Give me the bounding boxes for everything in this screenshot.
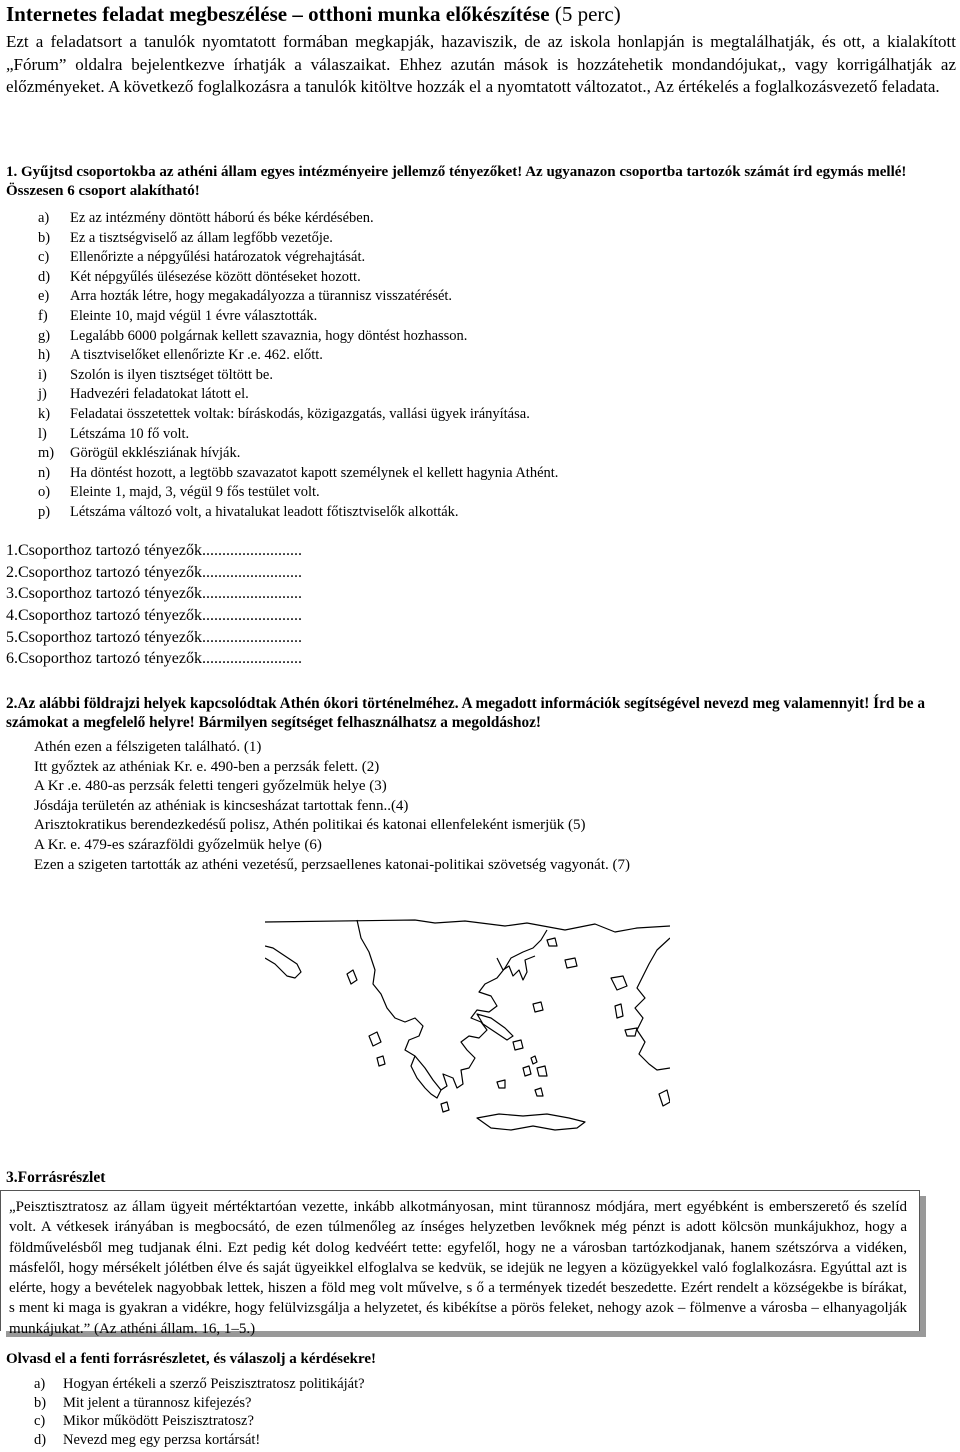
group-answer-line[interactable]: 6.Csoporthoz tartozó tényezők......................... [6,650,302,668]
group-answer-line[interactable]: 2.Csoporthoz tartozó tényezők......................... [6,563,302,581]
map-paros [523,1066,531,1076]
map-thasos [547,938,557,946]
map-greek-mainland [357,920,547,1090]
map-chalkidiki [497,956,535,980]
list-item: A Kr. e. 479-es szárazföldi győzelmük helye (6) [34,836,322,853]
list-item: Arisztokratikus berendezkedésű polisz, Athén politikai és katonai ellenfeleként ismerjük (5) [34,817,586,834]
list-item: Jósdája területén az athéniak is kincsesházat tartottak fenn..(4) [34,797,409,814]
map-lesbos [611,976,627,990]
map-chios [615,1004,623,1018]
map-melos [497,1080,505,1088]
task2-heading: 2.Az alábbi földrajzi helyek kapcsolódtak Athén ókori történelméhez. A megadott információk segítségével nevezd meg valamennyit! Írd be a számokat a megfelelő helyre! Bármilyen segítséget felhasználhatsz a megoldáshoz! [6,695,926,731]
map-andros [513,1040,523,1050]
map-thera [535,1088,543,1096]
task1-group-lines [6,540,302,670]
group-answer-line[interactable]: 1.Csoporthoz tartozó tényezők......................... [6,542,302,559]
map-peloponnese [411,1056,441,1098]
map-samos [625,1028,637,1036]
task3-heading: 3.Forrásrészlet [6,1169,106,1186]
map-delos [531,1056,537,1064]
map-zakynthos [377,1056,385,1066]
map-italy-coast [265,946,301,978]
group-answer-line[interactable]: 4.Csoporthoz tartozó tényezők......................... [6,607,302,625]
map-kefalonia [369,1032,381,1046]
list-item: Athén ezen a félszigeten található. (1) [34,739,262,755]
worksheet-page: Internetes feladat megbeszélése – otthoni munka előkészítése (5 perc) Ezt a feladatsort a tanulók nyomtatott formában megkapják, hazaviszik, de az iskola honlapján is megtalálhatják, és ott, a kialakított „Fórum” oldalra bejelentkezve írhatják a válaszaikat. Ehhez azután mások is hozzátehetik mondandójukat,, vagy korrigálhatják az előzményeket. A következő foglalkozásra a tanulók kitöltve hozzák el a nyomtatott változatot., Az értékelés a foglalkozásvezető feladata. 1. Gyűjtsd csoportokba az athéni állam egyes intézményeire jellemző tényezőket! Az ugyanazon csoportba tartozók számát írd egymás mellé! Összesen 6 csoport alakítható! a) Ez az intézmény döntött háború és béke kérdésében. b) Ez a tisztségviselő az állam legfőbb vezetője. c) Ellenőrizte a népgyűlési határozatok végrehajtását. d) Két népgyűlés ülésezése között döntéseket hozott. e) Arra hozták létre, hogy megakadályozza a türannisz visszatérését. f) Eleinte 10, majd végül 1 évre választották. g) Legalább 6000 polgárnak kellett szavaznia, hogy döntést hozhasson. h) A tisztviselőket ellenőrizte Kr .e. 462. előtt. i) Szolón is ilyen tisztséget töltött be. j) Hadvezéri feladatokat látott el. k) Feladatai összetettek voltak: bíráskodás, közigazgatás, vallási ügyek irányítása. l) Létszáma 10 fő volt. m) Görögül ekklésziának hívják. n) Ha döntést hozott, a legtöbb szavazatot kapott személynek el kellett hagynia Athént. o) Eleinte 1, majd, 3, végül 9 fős testület volt. p) Létszáma változó volt, a hivatalukat leadott főtisztviselők alkották. 1.Csoporthoz tartozó tényezők......................... 2.Csoporthoz tartozó tényezők......................... 3.Csoporthoz tartozó tényezők......................... 4.Csoporthoz tartozó tényezők......................... 5.Csoporthoz tartozó tényezők......................... 6.Csoporthoz tartozó tényezők......................... 2.Az alábbi földrajzi helyek kapcsolódtak Athén ókori történelméhez. A megadott információk segítségével nevezd meg valamennyit! Írd be a számokat a megfelelő helyre! Bármilyen segítséget felhasználhatsz a megoldáshoz! Athén ezen a félszigeten található. (1) Itt győztek az athéniak Kr. e. 490-ben a perzsák felett. (2) A Kr .e. 480-as perzsák feletti tengeri győzelmük helye (3) Jósdája területén az athéniak is kincsesházat tartottak fenn..(4) Arisztokratikus berendezkedésű polisz, Athén politikai és katonai ellenfeleként ismerjük (5) A Kr. e. 479-es szárazföldi győzelmük helye (6) Ezen a szigeten tartották az athéni vezetésű, perzsaellenes katonai-politikai szövetség vagyonát. (7) 3.Forrásrészlet „Peisztisztratosz az állam ügyeit mértéktartóan vezette, inkább alkotmányosan, mint türannosz módjára, mert egyébként is emberszerető és szelíd volt. A vétkesek irányában is megbocsátó, de ezen túlmenőleg az ínséges helyzetben levőknek még pénzt is adott kölcsön munkájukhoz, hogy a földművelésből meg tudjanak élni. Ezt pedig két dolog kedvéért tette: egyfelől, hogy ne a városban tartózkodjanak, hanem szétszórva a vidéken, másfelől, hogy mérsékelt jólétben élve és saját ügyeikkel elfoglalva se kedvük, se idejük ne legyen a közügyekkel való foglalkozásra. Egyúttal azt is elérte, hogy a bevételek nagyobbak lettek, hiszen a föld meg volt művelve, s ő a termények tizedét beszedette. Ezért rendelt a községekbe is bírákat, s ment ki maga is gyakran a vidékre, hogy felülvizsgálja a helyzetet, és kibékítse a pörös feleket, nehogy azok – fölmenve a városba – elhanyagolják munkájukat.” (Az athéni állam. 16, 1–5.) Olvasd el a fenti forrásrészletet, és válaszolj a kérdésekre! a) Hogyan értékeli a szerző Peiszisztratosz politikáját? b) Mit jelent a türannosz kifejezés? c) Mikor működött Peiszisztratosz? d) Nevezd meg egy perzsa kortársát! [0,0,960,1452]
source-excerpt-box: „Peisztisztratosz az állam ügyeit mértéktartóan vezette, inkább alkotmányosan, mint türannosz módjára, mert egyébként is emberszerető és szelíd volt. A vétkesek irányában is megbocsátó, de ezen túlmenőleg az ínséges helyzetben levőknek még pénzt is adott kölcsön munkájukhoz, hogy a földművelésből meg tudjanak élni. Ezt pedig két dolog kedvéért tette: egyfelől, hogy ne a városban tartózkodjanak, hanem szétszórva a vidéken, másfelől, hogy mérsékelt jólétben élve és saját ügyeikkel elfoglalva se kedvük, se idejük ne legyen a közügyekkel való foglalkozásra. Egyúttal azt is elérte, hogy a bevételek nagyobbak lettek, hiszen a föld meg volt művelve, s ő a termények tizedét beszedette. Ezért rendelt a községekbe is bírákat, s ment ki maga is gyakran a vidékre, hogy felülvizsgálja a helyzetet, és kibékítse a pörös feleket, nehogy azok – fölmenve a városba – elhanyagolják munkájukat.” (Az athéni állam. 16, 1–5.) [0,1190,920,1331]
greece-outline-map [265,918,670,1143]
task3-instruction: Olvasd el a fenti forrásrészletet, és válaszolj a kérdésekre! [6,1351,377,1367]
list-item: Ezen a szigeten tartották az athéni vezetésű, perzsaellenes katonai-politikai szövetség vagyonát. (7) [34,856,630,873]
page-title [6,2,621,27]
map-asia-minor-coast [635,938,670,1070]
group-answer-line[interactable]: 3.Csoporthoz tartozó tényezők......................... [6,585,302,603]
title-duration: (5 perc) [549,2,621,26]
map-crete [477,1114,585,1130]
task1-heading: 1. Gyűjtsd csoportokba az athéni állam egyes intézményeire jellemző tényezőket! Az ugyanazon csoportba tartozók számát írd egymás mellé! Összesen 6 csoport alakítható! [6,164,907,199]
intro-paragraph: Ezt a feladatsort a tanulók nyomtatott formában megkapják, hazaviszik, de az iskola honlapján is megtalálhatják, és ott, a kialakított „Fórum” oldalra bejelentkezve írhatják a válaszaikat. Ehhez azután mások is hozzátehetik mondandójukat,, vagy korrigálhatják az előzményeket. A következő foglalkozásra a tanulók kitöltve hozzák el a nyomtatott változatot., Az értékelés a foglalkozásvezető feladata. [6,32,956,97]
map-kythera [441,1102,449,1112]
map-rhodes [659,1090,670,1106]
map-lemnos [565,958,577,968]
task2-places [34,738,630,875]
map-euboea [477,1014,513,1040]
map-north-coast [265,920,670,932]
title-bold: Internetes feladat megbeszélése – otthoni munka előkészítése [6,2,550,26]
map-corfu [347,970,357,984]
map-naxos [537,1066,547,1076]
group-answer-line[interactable]: 5.Csoporthoz tartozó tényezők......................... [6,628,302,646]
list-item: A Kr .e. 480-as perzsák feletti tengeri győzelmük helye (3) [34,778,387,795]
map-skyros [533,1002,543,1012]
list-item: Itt győztek az athéniak Kr. e. 490-ben a perzsák felett. (2) [34,758,380,775]
